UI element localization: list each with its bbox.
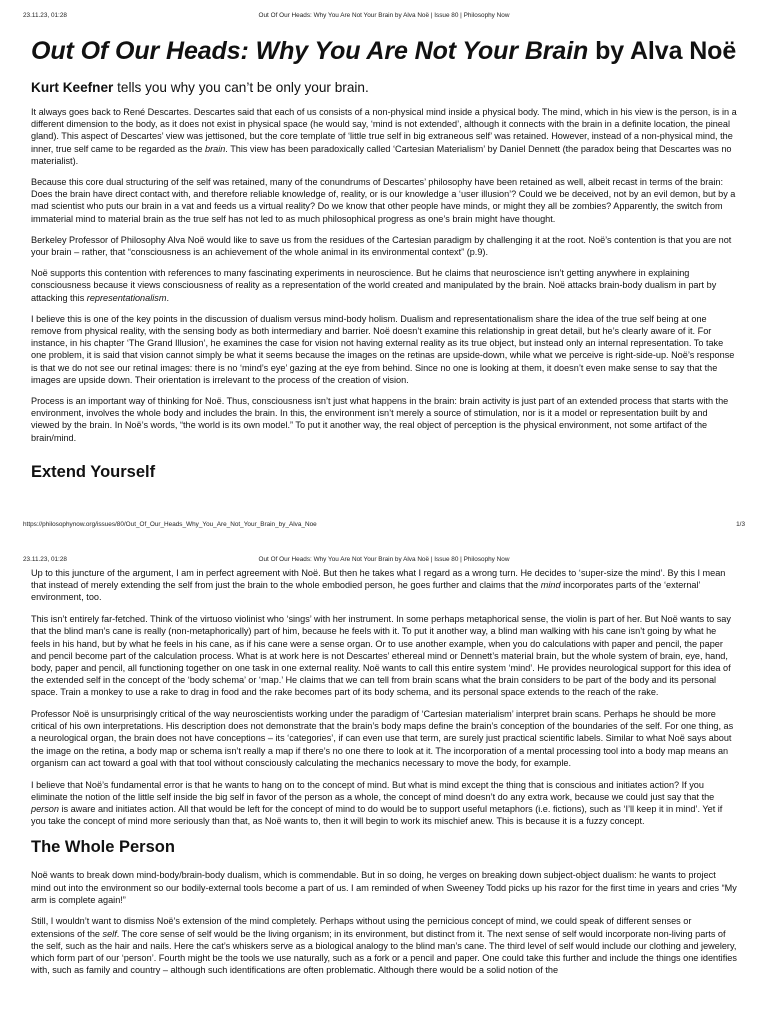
paragraph-text: is aware and initiates action. All that would be left for the concept of mind to do would be to support useful metaphors (i.e. fictions), such as ‘I’ll keep it in mind’. Yet if you take the concept of mind more seriously than that, as Noë wants to, then it will begin to work its mischief anew. This is because it is a fuzzy concept. xyxy=(31,803,723,827)
article-body-continued xyxy=(31,567,737,986)
print-page-2 xyxy=(0,552,768,1024)
paragraph-emphasis: self xyxy=(102,928,117,939)
paragraph-text: Noë supports this contention with references to many fascinating experiments in neuroscience. But he claims that neuroscience isn’t getting anywhere in explaining consciousness because it views consciousness of reality as a representation of the world created and manipulated by the brain. Noë attacks brain-body dualism in part by attacking this xyxy=(31,268,717,303)
article-title-book: Out Of Our Heads: Why You Are Not Your Brain xyxy=(31,37,589,65)
paragraph-10 xyxy=(31,779,737,828)
paragraph-text: I believe that Noë’s fundamental error is that he wants to hang on to the concept of mind. But what is mind except the thing that is conscious and initiates action? If you eliminate the notion of the little self inside the big self in favor of the person as a whole, the concept of mind doesn’t do any extra work, because we could just say that the xyxy=(31,779,715,802)
paragraph-emphasis: mind xyxy=(540,580,561,591)
section-heading-whole-person: The Whole Person xyxy=(31,838,175,857)
print-footer xyxy=(23,520,745,530)
paragraph-text: Up to this juncture of the argument, I am in perfect agreement with Noë. But then he takes what I regard as a wrong turn. He decides to ‘super-size the mind’. By this I mean that instead of merely extending the self from just the brain to the whole embodied person, he goes further and claims that the xyxy=(31,568,726,591)
paragraph-text: Still, I wouldn’t want to dismiss Noë’s extension of the mind completely. Perhaps without using the pernicious concept of mind, we could speak of different senses or extensions of the xyxy=(31,916,692,939)
paragraph-emphasis: representationalism xyxy=(86,292,167,303)
article-title xyxy=(31,36,737,67)
paragraph-8: This isn’t entirely far-fetched. Think of the virtuoso violinist who ‘sings’ with her instrument. In some perhaps metaphorical sense, the violin is part of her. But Noë wants to say that the blind man’s cane is really (non-metaphorically) part of him, because he feels with it. To put it another way, a blind man walking with his cane isn’t going by what he feels in his hand, but by what he feels in his cane, as if his cane were a sense organ. Or to use another example, when you do calculations with paper and pencil, the paper and pencil become part of the calculation process. What is at work here is not Descartes’ ethereal mind or Dennett’s material brain, but the whole system of brain, eye, hand, body, paper and pencil, all functioning together on one task in one external reality. Noë wants to call this entire system ‘mind’. He provides neurological support for this idea of the extended self in the concept of the ‘body schema’ or ‘map.’ He claims that we can tell from brain scans what the brain considers to be part of the body and its personal space. Train a monkey to use a rake to drag in food and the rake becomes part of its body schema, and its personal space extends to the reach of the rake. xyxy=(31,614,731,698)
print-url[interactable]: https://philosophynow.org/issues/80/Out_Of_Our_Heads_Why_You_Are_Not_Your_Brain_by_Alva_Noe xyxy=(23,521,317,528)
paragraph-6: Process is an important way of thinking for Noë. Thus, consciousness isn’t just what happens in the brain: brain activity is just part of an extended process that starts with the environment, involves the whole body and includes the brain. In this, the environment isn’t merely a source of stimulation, nor is it a model or representation built by and viewed by the brain. In Noë’s words, “the world is its own model.” To put it another way, the real object of perception is the physical environment, not some artifact of the brain/mind. xyxy=(31,396,729,443)
article-author[interactable]: Kurt Keefner xyxy=(31,80,114,95)
paragraph-emphasis: brain xyxy=(205,143,226,154)
print-date: 23.11.23, 01:28 xyxy=(23,556,67,563)
print-date: 23.11.23, 01:28 xyxy=(23,12,67,19)
paragraph-emphasis: person xyxy=(31,803,59,814)
paragraph-4 xyxy=(31,267,737,304)
paragraph-text: . xyxy=(166,292,169,303)
print-header xyxy=(23,555,745,565)
paragraph-7 xyxy=(31,567,737,604)
paragraph-text: . This view has been paradoxically called ‘Cartesian Materialism’ by Daniel Dennett (the paradox being that Descartes was no materialist). xyxy=(31,143,732,166)
article-body xyxy=(31,36,737,492)
section-heading-extend-yourself: Extend Yourself xyxy=(31,462,156,481)
paragraph-12 xyxy=(31,915,737,976)
paragraph-5: I believe this is one of the key points in the discussion of dualism versus mind-body holism. Dualism and representationalism share the idea of the true self being at one remove from physical reality, with the sensing body as both intermediary and barrier. Noë doesn’t examine this relationship in great detail, but he’s clearly aware of it. For instance, in his chapter ‘The Grand Illusion’, he examines the case for vision not having external reality as its true object, but instead only an internal representation. To take one problem, it is said that vision cannot simply be what it seems because the images on the retinas are upside-down, while what we perceive is right-side-up. Noë’s response is that we do not see our retinal images: there is no ‘mind’s eye’ gazing at the eye from behind. Since no one is looking at them, it doesn’t even make sense to say that the images are upside down. Their orientation is irrelevant to the process of the creation of vision. xyxy=(31,313,735,385)
article-title-author: by Alva Noë xyxy=(588,37,737,65)
paragraph-text: incorporates parts of the ‘external’ environment, too. xyxy=(31,580,701,603)
paragraph-11: Noë wants to break down mind-body/brain-body dualism, which is commendable. But in so doing, he verges on breaking down subject-object dualism: he wants to project mind out into the environment so our bodily-external tools become a part of us. I am reminded of when Sweeney Todd picks up his razor for the first time in years and cries “My arm is complete again!” xyxy=(31,870,737,905)
print-page-title: Out Of Our Heads: Why You Are Not Your Brain by Alva Noë | Issue 80 | Philosophy Now xyxy=(258,556,510,563)
print-header xyxy=(23,11,745,21)
standfirst-text: tells you why you can’t be only your brain. xyxy=(113,80,369,95)
article-standfirst xyxy=(31,79,737,96)
paragraph-1 xyxy=(31,106,737,167)
print-page-number: 1/3 xyxy=(736,521,745,528)
paragraph-2: Because this core dual structuring of the self was retained, many of the conundrums of Descartes’ philosophy have been retained as well, albeit recast in terms of the brain: Does the brain have direct contact with, and therefore reliable knowledge of, reality, or is our knowledge a ‘user illusion’? Could we be deceived, not by an evil demon, but by a mad scientist who puts our brain in a vat and feeds us a virtual reality? Do we know that other people have minds, or might they all be zombies? Apparently, the switch from immaterial mind to material brain as the true self has not led to as much philosophical progress as one’s brain might have thought. xyxy=(31,177,736,224)
print-page-title: Out Of Our Heads: Why You Are Not Your Brain by Alva Noë | Issue 80 | Philosophy Now xyxy=(258,12,510,19)
paragraph-text: It always goes back to René Descartes. Descartes said that each of us consists of a non-physical mind inside a physical body. The mind, which in his view is the person, is in a different dimension to the body, as it does not exist in physical space (he would say, ‘mind is not extended’, although it connects with the brain in a definite location, the pineal gland). This aspect of Descartes’ view was jettisoned, but the core template of ‘little true self in big extraneous self’ was retained. However, instead of a non-physical mind, the inner, true self came to be regarded as the xyxy=(31,107,737,154)
paragraph-text: . The core sense of self would be the living organism; in its environment, but distinct from it. The next sense of self would incorporate non-living parts of the self, such as the hair and nails. Here the cat’s whiskers serve as a biological analogy to the blind man’s cane. The third level of self would include our clothing and jewelery, which form part of our ‘person’. Fourth might be the tools we use naturally, such as a fork or a pencil and paper. One could take this further and include the things one identifies with, such as family and country – although such identifications are often problematic. Although there would be a solid notion of the xyxy=(31,928,737,976)
paragraph-3: Berkeley Professor of Philosophy Alva Noë would like to save us from the residues of the Cartesian paradigm by challenging it at the root. Noë’s contention is that you are not your brain – rather, that “consciousness is an achievement of the whole animal in its environmental context” (p.9). xyxy=(31,234,732,258)
paragraph-9: Professor Noë is unsurprisingly critical of the way neuroscientists working under the paradigm of ‘Cartesian materialism’ interpret brain scans. Perhaps he should be more critical of his own interpretations. His description does not demonstrate that the brain’s body maps define the brain’s conception of the boundaries of the self. For one thing, as a neurological organ, the brain does not have conceptions – its ‘categories’, if can even use that term, are surely just practical scientific labels. Similar to what Noë says about the image on the retina, a body map or schema isn’t really a map if there’s no one there to look at it. The incorporation of a mental processing tool into a body map means an organism can act toward a goal with that tool without consciously calculating the mechanics necessary to move the body, for example. xyxy=(31,709,734,768)
